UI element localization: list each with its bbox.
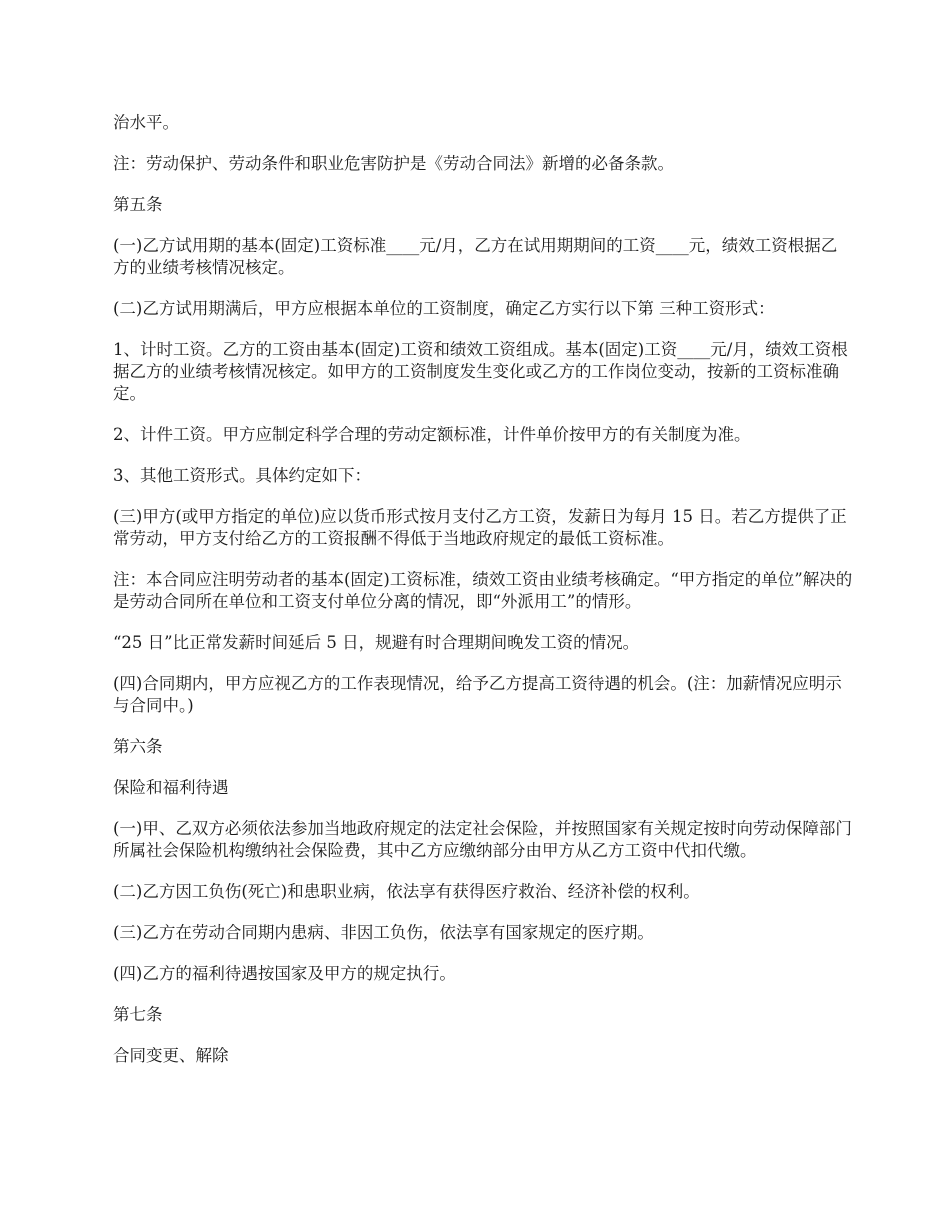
note-labor-protection: 注：劳动保护、劳动条件和职业危害防护是《劳动合同法》新增的必备条款。 bbox=[113, 154, 674, 173]
note-wage-standard: 注：本合同应注明劳动者的基本(固定)工资标准，绩效工资由业绩考核确定。“甲方指定的单位”解决的是劳动合同所在单位和工资支付单位分离的情况，即“外派用工”的情形。 bbox=[113, 570, 853, 611]
clause-work-injury: (二)乙方因工负伤(死亡)和患职业病，依法享有获得医疗救治、经济补偿的权利。 bbox=[113, 882, 700, 901]
clause-piece-wage: 2、计件工资。甲方应制定科学合理的劳动定额标准，计件单价按甲方的有关制度为准。 bbox=[113, 425, 751, 444]
clause-social-insurance: (一)甲、乙双方必须依法参加当地政府规定的法定社会保险，并按照国家有关规定按时向劳动保障部门所属社会保险机构缴纳社会保险费，其中乙方应缴纳部分由甲方从乙方工资中代扣代缴。 bbox=[113, 819, 852, 860]
clause-wage-form: (二)乙方试用期满后，甲方应根据本单位的工资制度，确定乙方实行以下第 三种工资形式： bbox=[113, 299, 775, 318]
clause-time-wage: 1、计时工资。乙方的工资由基本(固定)工资和绩效工资组成。基本(固定)工资____元/月，绩效工资根据乙方的业绩考核情况核定。如甲方的工资制度发生变化或乙方的工作岗位变动，按新的工资标准确定。 bbox=[113, 340, 848, 403]
article-heading-6: 第六条 bbox=[113, 737, 163, 756]
note-pay-date: “25 日”比正常发薪时间延后 5 日，规避有时合理期间晚发工资的情况。 bbox=[113, 633, 640, 652]
article-heading-5: 第五条 bbox=[113, 195, 163, 214]
document-body bbox=[113, 112, 853, 1086]
article-title-insurance: 保险和福利待遇 bbox=[113, 778, 229, 797]
clause-welfare: (四)乙方的福利待遇按国家及甲方的规定执行。 bbox=[113, 964, 456, 983]
clause-raise: (四)合同期内，甲方应视乙方的工作表现情况，给予乙方提高工资待遇的机会。(注：加薪情况应明示与合同中。) bbox=[113, 674, 842, 715]
clause-other-wage: 3、其他工资形式。具体约定如下： bbox=[113, 466, 371, 485]
article-title-change: 合同变更、解除 bbox=[113, 1046, 229, 1065]
paragraph-continuation: 治水平。 bbox=[113, 113, 179, 132]
clause-wage-payment: (三)甲方(或甲方指定的单位)应以货币形式按月支付乙方工资，发薪日为每月 15 日。若乙方提供了正常劳动，甲方支付给乙方的工资报酬不得低于当地政府规定的最低工资标准。 bbox=[113, 507, 847, 548]
article-heading-7: 第七条 bbox=[113, 1005, 163, 1024]
clause-probation-wage: (一)乙方试用期的基本(固定)工资标准____元/月，乙方在试用期期间的工资____元，绩效工资根据乙方的业绩考核情况核定。 bbox=[113, 236, 838, 277]
clause-medical-period: (三)乙方在劳动合同期内患病、非因工负伤，依法享有国家规定的医疗期。 bbox=[113, 923, 654, 942]
